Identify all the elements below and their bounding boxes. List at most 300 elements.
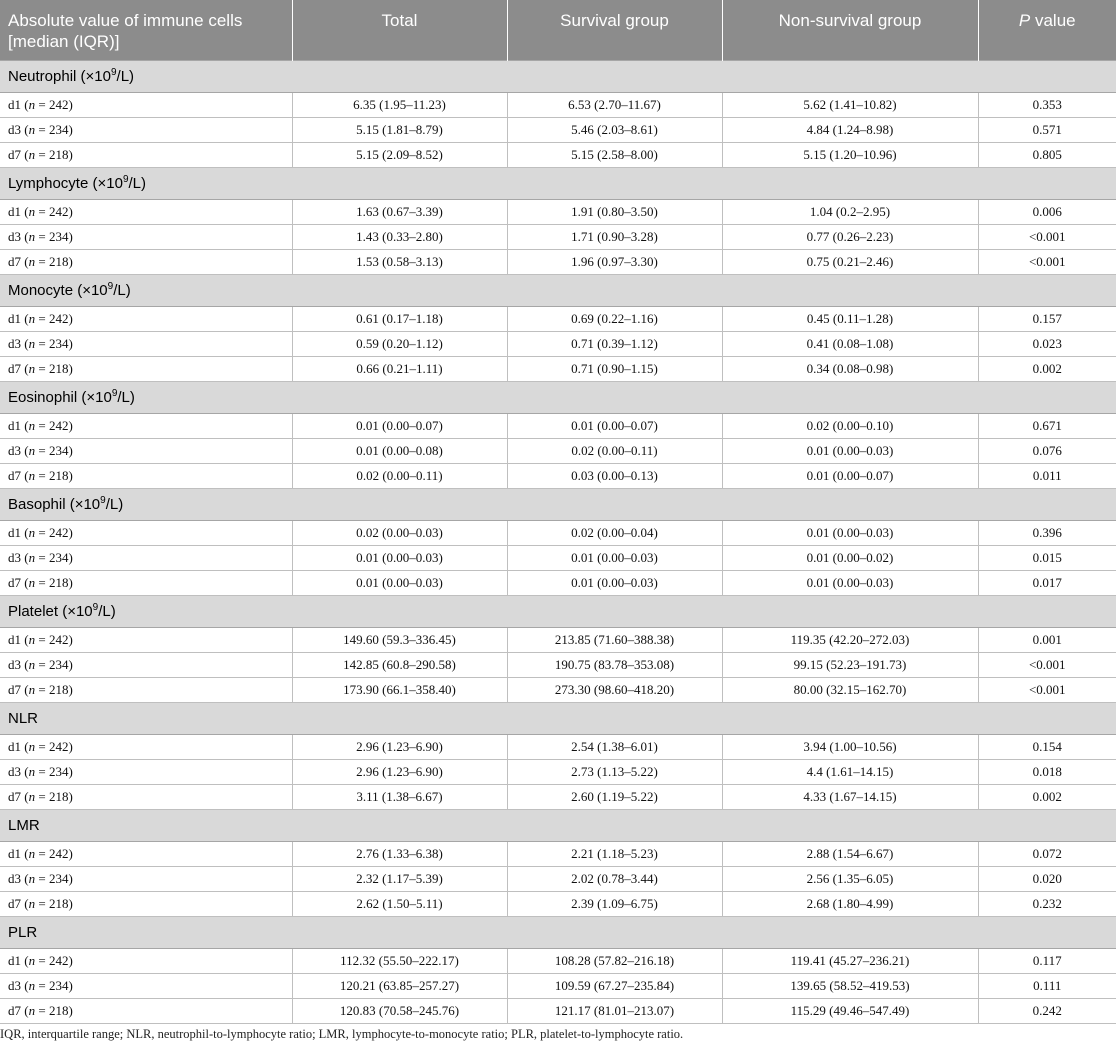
p-value-cell: <0.001: [978, 677, 1116, 702]
equals-sign: =: [35, 253, 49, 269]
n-symbol: n: [28, 96, 36, 112]
group-header-row-platelet: [0, 595, 1116, 627]
table-row: [0, 734, 1116, 759]
table-row: [0, 306, 1116, 331]
paren-close: ): [68, 146, 73, 162]
total-cell: 2.62 (1.50–5.11): [292, 891, 507, 916]
paren-close: ): [68, 203, 73, 219]
paren-open: (: [21, 738, 29, 754]
non-survival-cell: 0.01 (0.00–0.02): [722, 545, 978, 570]
n-value: 242: [48, 96, 69, 112]
non-survival-cell: 0.01 (0.00–0.03): [722, 520, 978, 545]
total-cell: 1.53 (0.58–3.13): [292, 249, 507, 274]
row-label: [0, 973, 292, 998]
group-header-row-basophil: [0, 488, 1116, 520]
day-label: d7: [8, 253, 21, 269]
paren-open: (: [21, 121, 29, 137]
p-value-cell: 0.002: [978, 356, 1116, 381]
total-cell: 2.96 (1.23–6.90): [292, 734, 507, 759]
row-label: [0, 306, 292, 331]
table-row: [0, 356, 1116, 381]
n-value: 218: [48, 574, 69, 590]
paren-open: (: [21, 845, 29, 861]
survival-cell: 5.46 (2.03–8.61): [507, 117, 722, 142]
table-row: [0, 866, 1116, 891]
n-value: 242: [48, 631, 69, 647]
total-cell: 3.11 (1.38–6.67): [292, 784, 507, 809]
p-value-cell: 0.353: [978, 92, 1116, 117]
non-survival-cell: 2.88 (1.54–6.67): [722, 841, 978, 866]
total-cell: 0.59 (0.20–1.12): [292, 331, 507, 356]
p-value-cell: 0.805: [978, 142, 1116, 167]
total-cell: 0.66 (0.21–1.11): [292, 356, 507, 381]
equals-sign: =: [35, 228, 49, 244]
paren-open: (: [21, 467, 29, 483]
survival-cell: 2.21 (1.18–5.23): [507, 841, 722, 866]
group-header-cell-basophil: [0, 488, 1116, 520]
group-name: Lymphocyte: [8, 174, 89, 192]
row-label: [0, 627, 292, 652]
unit-suffix: /L): [105, 495, 124, 513]
n-symbol: n: [28, 121, 36, 137]
non-survival-cell: 0.34 (0.08–0.98): [722, 356, 978, 381]
total-cell: 120.21 (63.85–257.27): [292, 973, 507, 998]
non-survival-cell: 0.02 (0.00–0.10): [722, 413, 978, 438]
group-header-row-eosinophil: [0, 381, 1116, 413]
paren-close: ): [68, 417, 73, 433]
n-symbol: n: [28, 335, 36, 351]
non-survival-cell: 4.33 (1.67–14.15): [722, 784, 978, 809]
total-cell: 0.01 (0.00–0.07): [292, 413, 507, 438]
non-survival-cell: 4.4 (1.61–14.15): [722, 759, 978, 784]
survival-cell: 109.59 (67.27–235.84): [507, 973, 722, 998]
paren-close: ): [68, 952, 73, 968]
equals-sign: =: [35, 310, 49, 326]
n-value: 218: [48, 788, 69, 804]
non-survival-cell: 3.94 (1.00–10.56): [722, 734, 978, 759]
day-label: d7: [8, 681, 21, 697]
equals-sign: =: [35, 977, 49, 993]
paren-close: ): [68, 870, 73, 886]
paren-close: ): [68, 574, 73, 590]
non-survival-cell: 139.65 (58.52–419.53): [722, 973, 978, 998]
table-row: [0, 142, 1116, 167]
unit-prefix: (×10: [76, 67, 111, 85]
n-value: 242: [48, 738, 69, 754]
total-cell: 0.01 (0.00–0.03): [292, 570, 507, 595]
day-label: d1: [8, 310, 21, 326]
table-body: [0, 60, 1116, 1023]
p-value-cell: <0.001: [978, 224, 1116, 249]
p-value-cell: <0.001: [978, 652, 1116, 677]
group-name: Basophil: [8, 495, 66, 513]
paren-open: (: [21, 360, 29, 376]
day-label: d1: [8, 524, 21, 540]
non-survival-cell: 0.01 (0.00–0.03): [722, 570, 978, 595]
row-label: [0, 948, 292, 973]
p-value-cell: 0.111: [978, 973, 1116, 998]
header-non-survival-group: Non-survival group: [722, 0, 978, 60]
row-label: [0, 784, 292, 809]
non-survival-cell: 99.15 (52.23–191.73): [722, 652, 978, 677]
n-value: 218: [48, 146, 69, 162]
paren-close: ): [68, 442, 73, 458]
n-symbol: n: [28, 442, 36, 458]
day-label: d1: [8, 952, 21, 968]
group-name: Neutrophil: [8, 67, 77, 85]
n-symbol: n: [28, 845, 36, 861]
p-value-cell: 0.018: [978, 759, 1116, 784]
paren-open: (: [21, 977, 29, 993]
equals-sign: =: [35, 788, 49, 804]
row-label: [0, 677, 292, 702]
paren-close: ): [68, 96, 73, 112]
n-value: 234: [48, 977, 69, 993]
table-row: [0, 224, 1116, 249]
non-survival-cell: 0.01 (0.00–0.07): [722, 463, 978, 488]
non-survival-cell: 0.01 (0.00–0.03): [722, 438, 978, 463]
table-row: [0, 199, 1116, 224]
non-survival-cell: 4.84 (1.24–8.98): [722, 117, 978, 142]
equals-sign: =: [35, 738, 49, 754]
table-row: [0, 117, 1116, 142]
p-value-cell: 0.006: [978, 199, 1116, 224]
paren-open: (: [21, 681, 29, 697]
unit-exponent: 9: [100, 494, 106, 506]
unit-prefix: (×10: [58, 602, 93, 620]
table-row: [0, 331, 1116, 356]
day-label: d3: [8, 549, 21, 565]
paren-close: ): [68, 845, 73, 861]
row-label: [0, 866, 292, 891]
n-symbol: n: [28, 738, 36, 754]
paren-open: (: [21, 96, 29, 112]
unit-suffix: /L): [117, 388, 135, 406]
n-value: 234: [48, 656, 69, 672]
equals-sign: =: [35, 549, 49, 565]
group-header-cell-neutrophil: [0, 60, 1116, 92]
row-label: [0, 413, 292, 438]
n-symbol: n: [28, 310, 36, 326]
total-cell: 1.63 (0.67–3.39): [292, 199, 507, 224]
non-survival-cell: 0.45 (0.11–1.28): [722, 306, 978, 331]
p-value-cell: 0.017: [978, 570, 1116, 595]
paren-close: ): [68, 524, 73, 540]
group-header-cell-lymphocyte: [0, 167, 1116, 199]
row-label: [0, 891, 292, 916]
survival-cell: 2.73 (1.13–5.22): [507, 759, 722, 784]
table-row: [0, 677, 1116, 702]
n-symbol: n: [28, 203, 36, 219]
n-symbol: n: [28, 1002, 36, 1018]
n-value: 242: [48, 203, 69, 219]
day-label: d3: [8, 870, 21, 886]
unit-suffix: /L): [116, 67, 135, 85]
group-name: Platelet: [8, 602, 59, 620]
n-symbol: n: [28, 146, 36, 162]
paren-close: ): [68, 310, 73, 326]
table-row: [0, 998, 1116, 1023]
paren-close: ): [68, 631, 73, 647]
paren-close: ): [68, 121, 73, 137]
survival-cell: 0.03 (0.00–0.13): [507, 463, 722, 488]
survival-cell: 121.17 (81.01–213.07): [507, 998, 722, 1023]
p-value-cell: 0.117: [978, 948, 1116, 973]
group-name: LMR: [8, 816, 40, 834]
non-survival-cell: 5.62 (1.41–10.82): [722, 92, 978, 117]
n-value: 218: [48, 1002, 69, 1018]
day-label: d1: [8, 738, 21, 754]
paren-open: (: [21, 895, 29, 911]
survival-cell: 0.71 (0.39–1.12): [507, 331, 722, 356]
equals-sign: =: [35, 96, 49, 112]
total-cell: 112.32 (55.50–222.17): [292, 948, 507, 973]
header-p-symbol: P: [1018, 11, 1031, 30]
survival-cell: 0.01 (0.00–0.07): [507, 413, 722, 438]
group-name: Monocyte: [8, 281, 74, 299]
table-row: [0, 627, 1116, 652]
table-row: [0, 545, 1116, 570]
table-header-row: [0, 0, 1116, 60]
paren-close: ): [68, 467, 73, 483]
unit-exponent: 9: [110, 66, 117, 78]
p-value-cell: 0.154: [978, 734, 1116, 759]
table-row: [0, 841, 1116, 866]
total-cell: 2.76 (1.33–6.38): [292, 841, 507, 866]
day-label: d3: [8, 442, 21, 458]
n-symbol: n: [28, 788, 36, 804]
n-value: 242: [48, 952, 69, 968]
n-value: 242: [48, 524, 69, 540]
total-cell: 6.35 (1.95–11.23): [292, 92, 507, 117]
total-cell: 149.60 (59.3–336.45): [292, 627, 507, 652]
header-total: Total: [292, 0, 507, 60]
paren-open: (: [21, 763, 29, 779]
n-symbol: n: [28, 631, 36, 647]
group-header-row-neutrophil: [0, 60, 1116, 92]
equals-sign: =: [35, 952, 49, 968]
survival-cell: 0.01 (0.00–0.03): [507, 570, 722, 595]
survival-cell: 1.91 (0.80–3.50): [507, 199, 722, 224]
group-header-row-lymphocyte: [0, 167, 1116, 199]
p-value-cell: 0.232: [978, 891, 1116, 916]
unit-exponent: 9: [92, 601, 99, 613]
non-survival-cell: 0.77 (0.26–2.23): [722, 224, 978, 249]
non-survival-cell: 119.35 (42.20–272.03): [722, 627, 978, 652]
paren-open: (: [21, 146, 29, 162]
group-name: Eosinophil: [8, 388, 78, 406]
total-cell: 2.96 (1.23–6.90): [292, 759, 507, 784]
paren-open: (: [21, 417, 29, 433]
paren-open: (: [21, 574, 29, 590]
group-header-cell-eosinophil: [0, 381, 1116, 413]
paren-close: ): [68, 228, 73, 244]
survival-cell: 108.28 (57.82–216.18): [507, 948, 722, 973]
n-value: 234: [48, 121, 69, 137]
table-row: [0, 652, 1116, 677]
paren-open: (: [21, 442, 29, 458]
unit-exponent: 9: [122, 173, 129, 185]
p-value-cell: 0.002: [978, 784, 1116, 809]
equals-sign: =: [35, 524, 49, 540]
equals-sign: =: [35, 360, 49, 376]
non-survival-cell: 80.00 (32.15–162.70): [722, 677, 978, 702]
n-symbol: n: [28, 681, 36, 697]
day-label: d7: [8, 788, 21, 804]
non-survival-cell: 1.04 (0.2–2.95): [722, 199, 978, 224]
day-label: d7: [8, 895, 21, 911]
n-symbol: n: [28, 253, 36, 269]
paren-open: (: [21, 253, 29, 269]
paren-close: ): [68, 549, 73, 565]
equals-sign: =: [35, 763, 49, 779]
equals-sign: =: [35, 681, 49, 697]
non-survival-cell: 119.41 (45.27–236.21): [722, 948, 978, 973]
n-value: 218: [48, 467, 69, 483]
n-value: 242: [48, 845, 69, 861]
p-value-cell: 0.020: [978, 866, 1116, 891]
equals-sign: =: [35, 467, 49, 483]
row-label: [0, 249, 292, 274]
p-value-cell: <0.001: [978, 249, 1116, 274]
group-header-cell-plr: [0, 916, 1116, 948]
non-survival-cell: 5.15 (1.20–10.96): [722, 142, 978, 167]
survival-cell: 273.30 (98.60–418.20): [507, 677, 722, 702]
equals-sign: =: [35, 895, 49, 911]
header-immune-cells: Absolute value of immune cells [median (IQR)]: [0, 0, 292, 60]
total-cell: 5.15 (2.09–8.52): [292, 142, 507, 167]
table-row: [0, 463, 1116, 488]
n-symbol: n: [28, 656, 36, 672]
table-row: [0, 759, 1116, 784]
group-header-cell-platelet: [0, 595, 1116, 627]
group-name: PLR: [8, 923, 38, 941]
p-value-cell: 0.023: [978, 331, 1116, 356]
paren-close: ): [68, 977, 73, 993]
row-label: [0, 199, 292, 224]
equals-sign: =: [35, 631, 49, 647]
survival-cell: 1.71 (0.90–3.28): [507, 224, 722, 249]
survival-cell: 0.71 (0.90–1.15): [507, 356, 722, 381]
group-header-row-lmr: [0, 809, 1116, 841]
paren-open: (: [21, 524, 29, 540]
p-value-cell: 0.076: [978, 438, 1116, 463]
paren-close: ): [68, 253, 73, 269]
group-header-row-nlr: [0, 702, 1116, 734]
paren-close: ): [68, 763, 73, 779]
row-label: [0, 998, 292, 1023]
day-label: d1: [8, 845, 21, 861]
n-value: 218: [48, 895, 69, 911]
n-symbol: n: [28, 895, 36, 911]
n-value: 234: [48, 442, 69, 458]
n-symbol: n: [28, 524, 36, 540]
n-symbol: n: [28, 549, 36, 565]
table-row: [0, 948, 1116, 973]
n-value: 234: [48, 870, 69, 886]
p-value-cell: 0.001: [978, 627, 1116, 652]
group-header-row-monocyte: [0, 274, 1116, 306]
total-cell: 0.02 (0.00–0.11): [292, 463, 507, 488]
equals-sign: =: [35, 146, 49, 162]
row-label: [0, 570, 292, 595]
non-survival-cell: 2.68 (1.80–4.99): [722, 891, 978, 916]
n-value: 234: [48, 763, 69, 779]
row-label: [0, 224, 292, 249]
group-header-row-plr: [0, 916, 1116, 948]
header-survival-group: Survival group: [507, 0, 722, 60]
day-label: d1: [8, 96, 21, 112]
n-value: 234: [48, 335, 69, 351]
n-value: 242: [48, 310, 69, 326]
n-symbol: n: [28, 360, 36, 376]
p-value-cell: 0.671: [978, 413, 1116, 438]
p-value-cell: 0.157: [978, 306, 1116, 331]
paren-close: ): [68, 335, 73, 351]
n-value: 218: [48, 681, 69, 697]
day-label: d3: [8, 228, 21, 244]
total-cell: 5.15 (1.81–8.79): [292, 117, 507, 142]
equals-sign: =: [35, 1002, 49, 1018]
header-value-word: value: [1030, 11, 1076, 30]
total-cell: 120.83 (70.58–245.76): [292, 998, 507, 1023]
total-cell: 0.01 (0.00–0.03): [292, 545, 507, 570]
n-symbol: n: [28, 467, 36, 483]
paren-open: (: [21, 870, 29, 886]
paren-open: (: [21, 335, 29, 351]
row-label: [0, 117, 292, 142]
table-row: [0, 891, 1116, 916]
row-label: [0, 545, 292, 570]
unit-suffix: /L): [128, 174, 147, 192]
survival-cell: 1.96 (0.97–3.30): [507, 249, 722, 274]
unit-exponent: 9: [111, 387, 118, 399]
survival-cell: 2.02 (0.78–3.44): [507, 866, 722, 891]
equals-sign: =: [35, 121, 49, 137]
paren-open: (: [21, 631, 29, 647]
header-p-value: [978, 0, 1116, 60]
row-label: [0, 463, 292, 488]
survival-cell: 2.54 (1.38–6.01): [507, 734, 722, 759]
survival-cell: 0.02 (0.00–0.04): [507, 520, 722, 545]
day-label: d7: [8, 360, 21, 376]
group-header-cell-lmr: [0, 809, 1116, 841]
n-value: 218: [48, 253, 69, 269]
unit-suffix: /L): [98, 602, 116, 620]
paren-close: ): [68, 360, 73, 376]
day-label: d3: [8, 656, 21, 672]
equals-sign: =: [35, 656, 49, 672]
non-survival-cell: 0.41 (0.08–1.08): [722, 331, 978, 356]
day-label: d1: [8, 203, 21, 219]
day-label: d3: [8, 763, 21, 779]
paren-close: ): [68, 738, 73, 754]
row-label: [0, 142, 292, 167]
table-row: [0, 438, 1116, 463]
row-label: [0, 520, 292, 545]
equals-sign: =: [35, 574, 49, 590]
equals-sign: =: [35, 203, 49, 219]
unit-prefix: (×10: [88, 174, 123, 192]
row-label: [0, 331, 292, 356]
row-label: [0, 356, 292, 381]
p-value-cell: 0.015: [978, 545, 1116, 570]
non-survival-cell: 0.75 (0.21–2.46): [722, 249, 978, 274]
row-label: [0, 652, 292, 677]
paren-close: ): [68, 681, 73, 697]
p-value-cell: 0.011: [978, 463, 1116, 488]
table-row: [0, 570, 1116, 595]
